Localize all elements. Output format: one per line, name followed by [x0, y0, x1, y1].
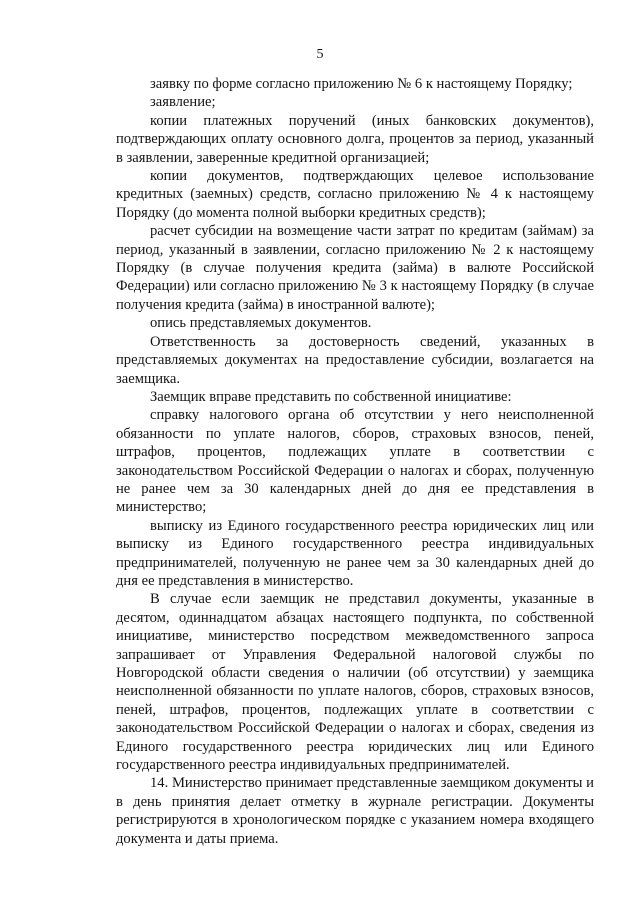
paragraph-list-item-subsidy-calculation: расчет субсидии на возмещение части затрат по кредитам (займам) за период, указанный в заявлении, согласно приложению № 2 к настоящему Порядку (в случае получения кредита (займа) в валюте Российской Федерации) или согласно приложению № 3 к настоящему Порядку (в случае получения кредита (займа) в иностранной валюте); [116, 223, 594, 313]
paragraph-tax-certificate: справку налогового органа об отсутствии у него неисполненной обязанности по уплате налогов, сборов, страховых взносов, пеней, штрафов, процентов, подлежащих уплате в соответствии с законодательством Российской Федерации о налогах и сборах, полученную не ранее чем за 30 календарных дней до дня ее представления в министерство; [116, 407, 594, 516]
paragraph-registry-extract: выписку из Единого государственного реестра юридических лиц или выписку из Единого государственного реестра индивидуальных предпринимателей, полученную не ранее чем за 30 календарных дней до дня ее представления в министерство. [116, 517, 594, 589]
document-body [116, 75, 594, 848]
paragraph-list-item-payment-orders: копии платежных поручений (иных банковских документов), подтверждающих оплату основного долга, процентов за период, указанный в заявлении, заверенные кредитной организацией; [116, 112, 594, 166]
paragraph-list-item-application-form: заявку по форме согласно приложению № 6 к настоящему Порядку; [150, 76, 573, 92]
paragraph-interagency-request: В случае если заемщик не представил документы, указанные в десятом, одиннадцатом абзацах настоящего подпункта, по собственной инициативе, министерство посредством межведомственного запроса запрашивает от Управления Федеральной налоговой службы по Новгородской области сведения о наличии (об отсутствии) у заемщика неисполненной обязанности по уплате налогов, сборов, страховых взносов, пеней, штрафов, процентов, подлежащих уплате в соответствии с законодательством Российской Федерации о налогах и сборах, сведения из Единого государственного реестра юридических лиц или Единого государственного реестра индивидуальных предпринимателей. [116, 591, 594, 774]
page-number: 5 [316, 47, 324, 62]
paragraph-section-14: 14. Министерство принимает представленные заемщиком документы и в день принятия делает отметку в журнале регистрации. Документы регистрируются в хронологическом порядке с указанием номера входящего документа и даты приема. [116, 775, 594, 847]
paragraph-own-initiative: Заемщик вправе представить по собственной инициативе: [150, 388, 512, 405]
paragraph-list-item-inventory: опись представляемых документов. [150, 315, 372, 332]
paragraph-responsibility: Ответственность за достоверность сведений, указанных в представляемых документах на предоставление субсидии, возлагается на заемщика. [116, 333, 594, 387]
paragraph-list-item-application: заявление; [150, 94, 216, 111]
paragraph-list-item-target-use-docs: копии документов, подтверждающих целевое использование кредитных (заемных) средств, согласно приложению № 4 к настоящему Порядку (до момента полной выборки кредитных средств); [116, 168, 594, 221]
